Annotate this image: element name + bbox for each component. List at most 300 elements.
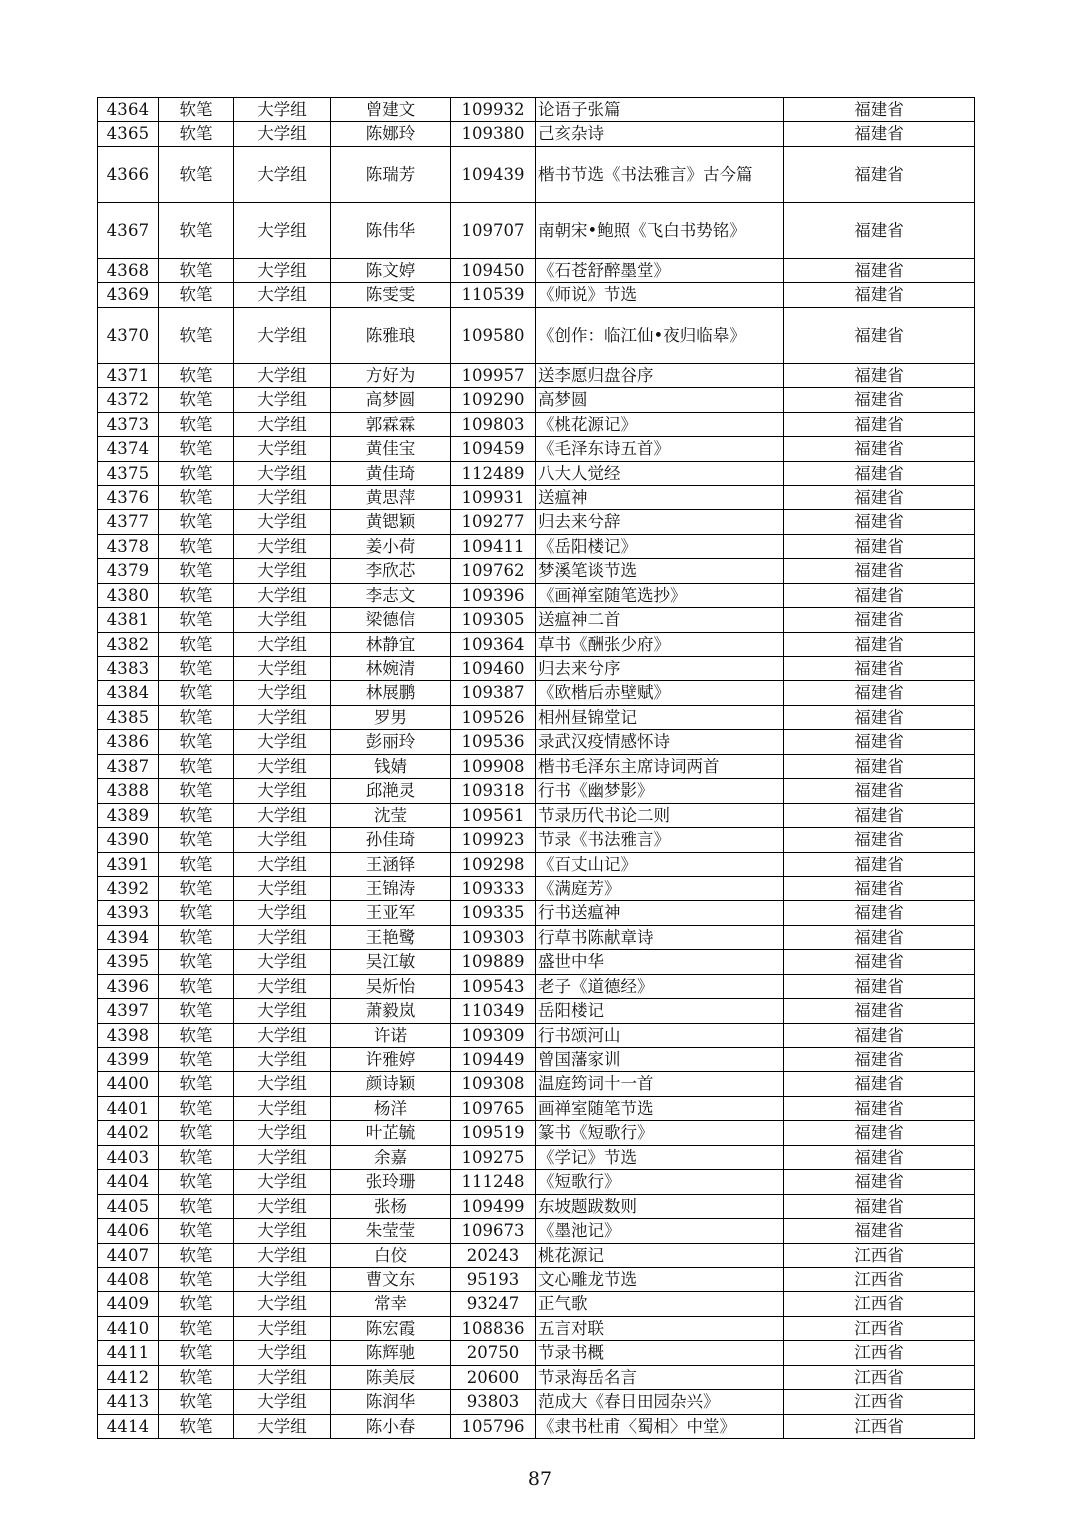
cell-sequence: 4382 bbox=[98, 632, 159, 656]
cell-group: 大学组 bbox=[234, 307, 331, 363]
cell-category: 软笔 bbox=[159, 681, 234, 705]
cell-work: 《桃花源记》 bbox=[536, 412, 784, 436]
table-row bbox=[98, 437, 975, 461]
cell-name: 许诺 bbox=[331, 1023, 451, 1047]
cell-category: 软笔 bbox=[159, 485, 234, 509]
cell-number: 109499 bbox=[451, 1194, 536, 1218]
cell-province: 福建省 bbox=[784, 1194, 975, 1218]
cell-group: 大学组 bbox=[234, 730, 331, 754]
cell-province: 福建省 bbox=[784, 258, 975, 282]
cell-name: 邱滟灵 bbox=[331, 779, 451, 803]
table-row bbox=[98, 632, 975, 656]
cell-work: 文心雕龙节选 bbox=[536, 1267, 784, 1291]
cell-province: 福建省 bbox=[784, 485, 975, 509]
cell-group: 大学组 bbox=[234, 485, 331, 509]
cell-province: 福建省 bbox=[784, 1170, 975, 1194]
cell-province: 福建省 bbox=[784, 1023, 975, 1047]
cell-work: 《岳阳楼记》 bbox=[536, 534, 784, 558]
cell-name: 吴江敏 bbox=[331, 950, 451, 974]
cell-name: 陈娜玲 bbox=[331, 122, 451, 146]
cell-number: 109889 bbox=[451, 950, 536, 974]
cell-province: 福建省 bbox=[784, 1072, 975, 1096]
table-row bbox=[98, 1096, 975, 1120]
cell-number: 109298 bbox=[451, 852, 536, 876]
table-row bbox=[98, 1243, 975, 1267]
cell-name: 曾建文 bbox=[331, 98, 451, 122]
cell-work: 行书《幽梦影》 bbox=[536, 779, 784, 803]
cell-work: 楷书毛泽东主席诗词两首 bbox=[536, 754, 784, 778]
cell-group: 大学组 bbox=[234, 510, 331, 534]
cell-province: 福建省 bbox=[784, 754, 975, 778]
cell-sequence: 4366 bbox=[98, 146, 159, 202]
cell-sequence: 4394 bbox=[98, 925, 159, 949]
table-row bbox=[98, 283, 975, 307]
cell-number: 20600 bbox=[451, 1365, 536, 1389]
cell-category: 软笔 bbox=[159, 608, 234, 632]
cell-sequence: 4384 bbox=[98, 681, 159, 705]
cell-work: 温庭筠词十一首 bbox=[536, 1072, 784, 1096]
cell-work: 节录书概 bbox=[536, 1341, 784, 1365]
cell-number: 109290 bbox=[451, 388, 536, 412]
cell-province: 福建省 bbox=[784, 1145, 975, 1169]
cell-province: 福建省 bbox=[784, 146, 975, 202]
cell-name: 钱婧 bbox=[331, 754, 451, 778]
cell-work: 相州昼锦堂记 bbox=[536, 705, 784, 729]
cell-sequence: 4375 bbox=[98, 461, 159, 485]
cell-number: 93803 bbox=[451, 1390, 536, 1414]
cell-name: 梁德信 bbox=[331, 608, 451, 632]
cell-category: 软笔 bbox=[159, 803, 234, 827]
cell-province: 福建省 bbox=[784, 779, 975, 803]
table-row bbox=[98, 950, 975, 974]
cell-number: 109449 bbox=[451, 1048, 536, 1072]
cell-number: 109957 bbox=[451, 363, 536, 387]
cell-work: 归去来兮序 bbox=[536, 657, 784, 681]
cell-group: 大学组 bbox=[234, 98, 331, 122]
cell-province: 福建省 bbox=[784, 363, 975, 387]
cell-group: 大学组 bbox=[234, 1267, 331, 1291]
cell-name: 黄锶颖 bbox=[331, 510, 451, 534]
cell-province: 福建省 bbox=[784, 828, 975, 852]
cell-category: 软笔 bbox=[159, 461, 234, 485]
cell-category: 软笔 bbox=[159, 901, 234, 925]
table-row bbox=[98, 779, 975, 803]
cell-province: 江西省 bbox=[784, 1243, 975, 1267]
cell-group: 大学组 bbox=[234, 534, 331, 558]
cell-category: 软笔 bbox=[159, 852, 234, 876]
cell-group: 大学组 bbox=[234, 437, 331, 461]
cell-group: 大学组 bbox=[234, 202, 331, 258]
cell-group: 大学组 bbox=[234, 1316, 331, 1340]
cell-group: 大学组 bbox=[234, 999, 331, 1023]
cell-number: 109460 bbox=[451, 657, 536, 681]
cell-province: 江西省 bbox=[784, 1390, 975, 1414]
cell-sequence: 4401 bbox=[98, 1096, 159, 1120]
cell-number: 108836 bbox=[451, 1316, 536, 1340]
cell-sequence: 4412 bbox=[98, 1365, 159, 1389]
cell-work: 论语子张篇 bbox=[536, 98, 784, 122]
cell-province: 福建省 bbox=[784, 1219, 975, 1243]
cell-sequence: 4392 bbox=[98, 876, 159, 900]
table-row bbox=[98, 1121, 975, 1145]
cell-number: 110539 bbox=[451, 283, 536, 307]
cell-group: 大学组 bbox=[234, 632, 331, 656]
cell-name: 高梦圆 bbox=[331, 388, 451, 412]
cell-sequence: 4390 bbox=[98, 828, 159, 852]
table-row bbox=[98, 461, 975, 485]
table-row bbox=[98, 925, 975, 949]
cell-name: 姜小荷 bbox=[331, 534, 451, 558]
cell-number: 109543 bbox=[451, 974, 536, 998]
table-row bbox=[98, 485, 975, 509]
cell-name: 萧毅岚 bbox=[331, 999, 451, 1023]
cell-province: 江西省 bbox=[784, 1414, 975, 1438]
cell-category: 软笔 bbox=[159, 258, 234, 282]
cell-category: 软笔 bbox=[159, 1023, 234, 1047]
cell-work: 《学记》节选 bbox=[536, 1145, 784, 1169]
cell-name: 张杨 bbox=[331, 1194, 451, 1218]
cell-name: 李志文 bbox=[331, 583, 451, 607]
cell-name: 杨洋 bbox=[331, 1096, 451, 1120]
cell-name: 颜诗颖 bbox=[331, 1072, 451, 1096]
cell-group: 大学组 bbox=[234, 1365, 331, 1389]
cell-work: 行草书陈献章诗 bbox=[536, 925, 784, 949]
cell-group: 大学组 bbox=[234, 1219, 331, 1243]
cell-province: 江西省 bbox=[784, 1365, 975, 1389]
table-row bbox=[98, 1023, 975, 1047]
cell-work: 行书颂河山 bbox=[536, 1023, 784, 1047]
cell-group: 大学组 bbox=[234, 363, 331, 387]
cell-number: 109396 bbox=[451, 583, 536, 607]
cell-name: 陈瑞芳 bbox=[331, 146, 451, 202]
cell-name: 陈辉驰 bbox=[331, 1341, 451, 1365]
cell-number: 109931 bbox=[451, 485, 536, 509]
table-row bbox=[98, 388, 975, 412]
cell-work: 曾国藩家训 bbox=[536, 1048, 784, 1072]
cell-name: 曹文东 bbox=[331, 1267, 451, 1291]
cell-province: 福建省 bbox=[784, 925, 975, 949]
cell-number: 109439 bbox=[451, 146, 536, 202]
cell-name: 吴炘怡 bbox=[331, 974, 451, 998]
table-row bbox=[98, 1219, 975, 1243]
cell-sequence: 4369 bbox=[98, 283, 159, 307]
cell-province: 福建省 bbox=[784, 461, 975, 485]
cell-group: 大学组 bbox=[234, 258, 331, 282]
cell-number: 109536 bbox=[451, 730, 536, 754]
cell-work: 行书送瘟神 bbox=[536, 901, 784, 925]
cell-sequence: 4389 bbox=[98, 803, 159, 827]
cell-group: 大学组 bbox=[234, 657, 331, 681]
table-row bbox=[98, 98, 975, 122]
cell-number: 95193 bbox=[451, 1267, 536, 1291]
table-row bbox=[98, 510, 975, 534]
cell-group: 大学组 bbox=[234, 283, 331, 307]
cell-number: 111248 bbox=[451, 1170, 536, 1194]
cell-work: 归去来兮辞 bbox=[536, 510, 784, 534]
table-row bbox=[98, 828, 975, 852]
cell-category: 软笔 bbox=[159, 437, 234, 461]
cell-sequence: 4399 bbox=[98, 1048, 159, 1072]
cell-sequence: 4385 bbox=[98, 705, 159, 729]
cell-sequence: 4379 bbox=[98, 559, 159, 583]
cell-province: 福建省 bbox=[784, 974, 975, 998]
cell-category: 软笔 bbox=[159, 925, 234, 949]
cell-sequence: 4408 bbox=[98, 1267, 159, 1291]
cell-province: 福建省 bbox=[784, 98, 975, 122]
cell-name: 王亚军 bbox=[331, 901, 451, 925]
cell-province: 江西省 bbox=[784, 1267, 975, 1291]
cell-category: 软笔 bbox=[159, 730, 234, 754]
cell-number: 109364 bbox=[451, 632, 536, 656]
cell-sequence: 4365 bbox=[98, 122, 159, 146]
table-row bbox=[98, 559, 975, 583]
cell-province: 福建省 bbox=[784, 534, 975, 558]
cell-sequence: 4388 bbox=[98, 779, 159, 803]
cell-sequence: 4405 bbox=[98, 1194, 159, 1218]
cell-province: 福建省 bbox=[784, 999, 975, 1023]
cell-name: 李欣芯 bbox=[331, 559, 451, 583]
cell-name: 常幸 bbox=[331, 1292, 451, 1316]
cell-name: 陈润华 bbox=[331, 1390, 451, 1414]
cell-name: 叶芷毓 bbox=[331, 1121, 451, 1145]
cell-sequence: 4372 bbox=[98, 388, 159, 412]
roster-table bbox=[97, 97, 975, 1439]
cell-work: 篆书《短歌行》 bbox=[536, 1121, 784, 1145]
cell-group: 大学组 bbox=[234, 461, 331, 485]
cell-work: 盛世中华 bbox=[536, 950, 784, 974]
cell-category: 软笔 bbox=[159, 283, 234, 307]
table-row bbox=[98, 1145, 975, 1169]
cell-province: 福建省 bbox=[784, 803, 975, 827]
cell-category: 软笔 bbox=[159, 510, 234, 534]
cell-category: 软笔 bbox=[159, 705, 234, 729]
cell-number: 112489 bbox=[451, 461, 536, 485]
cell-category: 软笔 bbox=[159, 534, 234, 558]
cell-name: 朱莹莹 bbox=[331, 1219, 451, 1243]
cell-name: 许雅婷 bbox=[331, 1048, 451, 1072]
cell-work: 己亥杂诗 bbox=[536, 122, 784, 146]
cell-group: 大学组 bbox=[234, 1414, 331, 1438]
cell-sequence: 4380 bbox=[98, 583, 159, 607]
cell-work: 节录海岳名言 bbox=[536, 1365, 784, 1389]
cell-sequence: 4371 bbox=[98, 363, 159, 387]
cell-category: 软笔 bbox=[159, 632, 234, 656]
cell-sequence: 4407 bbox=[98, 1243, 159, 1267]
cell-number: 109765 bbox=[451, 1096, 536, 1120]
cell-number: 109308 bbox=[451, 1072, 536, 1096]
cell-category: 软笔 bbox=[159, 1316, 234, 1340]
table-row bbox=[98, 1170, 975, 1194]
cell-work: 画禅室随笔节选 bbox=[536, 1096, 784, 1120]
cell-name: 王涵铎 bbox=[331, 852, 451, 876]
table-row bbox=[98, 1341, 975, 1365]
table-row bbox=[98, 1316, 975, 1340]
cell-group: 大学组 bbox=[234, 1096, 331, 1120]
cell-sequence: 4387 bbox=[98, 754, 159, 778]
cell-category: 软笔 bbox=[159, 146, 234, 202]
cell-name: 林展鹏 bbox=[331, 681, 451, 705]
cell-number: 109318 bbox=[451, 779, 536, 803]
cell-group: 大学组 bbox=[234, 1048, 331, 1072]
cell-name: 陈雯雯 bbox=[331, 283, 451, 307]
cell-province: 福建省 bbox=[784, 1048, 975, 1072]
table-row bbox=[98, 363, 975, 387]
cell-group: 大学组 bbox=[234, 583, 331, 607]
cell-number: 109303 bbox=[451, 925, 536, 949]
cell-group: 大学组 bbox=[234, 950, 331, 974]
table-row bbox=[98, 608, 975, 632]
cell-name: 黄思萍 bbox=[331, 485, 451, 509]
cell-name: 白佼 bbox=[331, 1243, 451, 1267]
cell-sequence: 4367 bbox=[98, 202, 159, 258]
cell-name: 余嘉 bbox=[331, 1145, 451, 1169]
cell-work: 《石苍舒醉墨堂》 bbox=[536, 258, 784, 282]
cell-group: 大学组 bbox=[234, 779, 331, 803]
cell-category: 软笔 bbox=[159, 559, 234, 583]
table-row bbox=[98, 1072, 975, 1096]
cell-number: 109803 bbox=[451, 412, 536, 436]
cell-work: 岳阳楼记 bbox=[536, 999, 784, 1023]
cell-sequence: 4413 bbox=[98, 1390, 159, 1414]
cell-group: 大学组 bbox=[234, 754, 331, 778]
cell-number: 110349 bbox=[451, 999, 536, 1023]
cell-number: 109335 bbox=[451, 901, 536, 925]
cell-category: 软笔 bbox=[159, 999, 234, 1023]
cell-category: 软笔 bbox=[159, 828, 234, 852]
cell-name: 罗男 bbox=[331, 705, 451, 729]
cell-province: 福建省 bbox=[784, 202, 975, 258]
table-row bbox=[98, 999, 975, 1023]
table-row bbox=[98, 146, 975, 202]
cell-name: 黄佳琦 bbox=[331, 461, 451, 485]
cell-name: 陈雅琅 bbox=[331, 307, 451, 363]
cell-category: 软笔 bbox=[159, 1243, 234, 1267]
cell-province: 福建省 bbox=[784, 388, 975, 412]
cell-category: 软笔 bbox=[159, 876, 234, 900]
cell-number: 20750 bbox=[451, 1341, 536, 1365]
cell-sequence: 4376 bbox=[98, 485, 159, 509]
cell-work: 录武汉疫情感怀诗 bbox=[536, 730, 784, 754]
cell-sequence: 4374 bbox=[98, 437, 159, 461]
cell-sequence: 4378 bbox=[98, 534, 159, 558]
table-row bbox=[98, 754, 975, 778]
cell-number: 109309 bbox=[451, 1023, 536, 1047]
cell-sequence: 4364 bbox=[98, 98, 159, 122]
cell-name: 陈宏霞 bbox=[331, 1316, 451, 1340]
table-row bbox=[98, 852, 975, 876]
cell-work: 《创作：临江仙•夜归临皋》 bbox=[536, 307, 784, 363]
cell-category: 软笔 bbox=[159, 1170, 234, 1194]
cell-work: 老子《道德经》 bbox=[536, 974, 784, 998]
cell-name: 黄佳宝 bbox=[331, 437, 451, 461]
cell-work: 正气歌 bbox=[536, 1292, 784, 1316]
cell-work: 《画禅室随笔选抄》 bbox=[536, 583, 784, 607]
cell-province: 福建省 bbox=[784, 437, 975, 461]
cell-number: 109333 bbox=[451, 876, 536, 900]
cell-category: 软笔 bbox=[159, 1390, 234, 1414]
cell-province: 江西省 bbox=[784, 1316, 975, 1340]
cell-group: 大学组 bbox=[234, 803, 331, 827]
cell-category: 软笔 bbox=[159, 779, 234, 803]
cell-group: 大学组 bbox=[234, 146, 331, 202]
table-row bbox=[98, 1048, 975, 1072]
cell-group: 大学组 bbox=[234, 412, 331, 436]
cell-work: 《满庭芳》 bbox=[536, 876, 784, 900]
cell-number: 109519 bbox=[451, 1121, 536, 1145]
cell-name: 林静宜 bbox=[331, 632, 451, 656]
page-number: 87 bbox=[527, 1468, 553, 1490]
cell-sequence: 4395 bbox=[98, 950, 159, 974]
cell-name: 张玲珊 bbox=[331, 1170, 451, 1194]
cell-province: 江西省 bbox=[784, 1292, 975, 1316]
table-row bbox=[98, 730, 975, 754]
cell-sequence: 4411 bbox=[98, 1341, 159, 1365]
cell-category: 软笔 bbox=[159, 1145, 234, 1169]
cell-province: 江西省 bbox=[784, 1341, 975, 1365]
cell-work: 《毛泽东诗五首》 bbox=[536, 437, 784, 461]
cell-group: 大学组 bbox=[234, 1170, 331, 1194]
cell-number: 109411 bbox=[451, 534, 536, 558]
table-row bbox=[98, 534, 975, 558]
cell-sequence: 4402 bbox=[98, 1121, 159, 1145]
cell-work: 南朝宋•鲍照《飞白书势铭》 bbox=[536, 202, 784, 258]
cell-sequence: 4377 bbox=[98, 510, 159, 534]
cell-work: 东坡题跋数则 bbox=[536, 1194, 784, 1218]
cell-province: 福建省 bbox=[784, 412, 975, 436]
cell-group: 大学组 bbox=[234, 925, 331, 949]
cell-sequence: 4386 bbox=[98, 730, 159, 754]
cell-group: 大学组 bbox=[234, 1390, 331, 1414]
cell-work: 《师说》节选 bbox=[536, 283, 784, 307]
cell-category: 软笔 bbox=[159, 1096, 234, 1120]
cell-group: 大学组 bbox=[234, 1145, 331, 1169]
cell-category: 软笔 bbox=[159, 657, 234, 681]
cell-name: 郭霖霖 bbox=[331, 412, 451, 436]
cell-number: 20243 bbox=[451, 1243, 536, 1267]
table-row bbox=[98, 1365, 975, 1389]
cell-category: 软笔 bbox=[159, 950, 234, 974]
table-row bbox=[98, 681, 975, 705]
cell-group: 大学组 bbox=[234, 974, 331, 998]
cell-name: 王锦涛 bbox=[331, 876, 451, 900]
cell-work: 送瘟神 bbox=[536, 485, 784, 509]
cell-number: 109561 bbox=[451, 803, 536, 827]
cell-category: 软笔 bbox=[159, 1072, 234, 1096]
cell-work: 《短歌行》 bbox=[536, 1170, 784, 1194]
cell-work: 草书《酬张少府》 bbox=[536, 632, 784, 656]
cell-group: 大学组 bbox=[234, 901, 331, 925]
cell-work: 楷书节选《书法雅言》古今篇 bbox=[536, 146, 784, 202]
cell-work: 五言对联 bbox=[536, 1316, 784, 1340]
cell-work: 高梦圆 bbox=[536, 388, 784, 412]
cell-category: 软笔 bbox=[159, 1267, 234, 1291]
cell-province: 福建省 bbox=[784, 730, 975, 754]
table-row bbox=[98, 583, 975, 607]
cell-work: 《百丈山记》 bbox=[536, 852, 784, 876]
cell-name: 孙佳琦 bbox=[331, 828, 451, 852]
cell-work: 范成大《春日田园杂兴》 bbox=[536, 1390, 784, 1414]
cell-group: 大学组 bbox=[234, 681, 331, 705]
cell-number: 109673 bbox=[451, 1219, 536, 1243]
cell-category: 软笔 bbox=[159, 1048, 234, 1072]
cell-number: 109387 bbox=[451, 681, 536, 705]
cell-work: 梦溪笔谈节选 bbox=[536, 559, 784, 583]
cell-number: 109305 bbox=[451, 608, 536, 632]
cell-province: 福建省 bbox=[784, 510, 975, 534]
cell-number: 109707 bbox=[451, 202, 536, 258]
cell-province: 福建省 bbox=[784, 307, 975, 363]
cell-work: 节录历代书论二则 bbox=[536, 803, 784, 827]
